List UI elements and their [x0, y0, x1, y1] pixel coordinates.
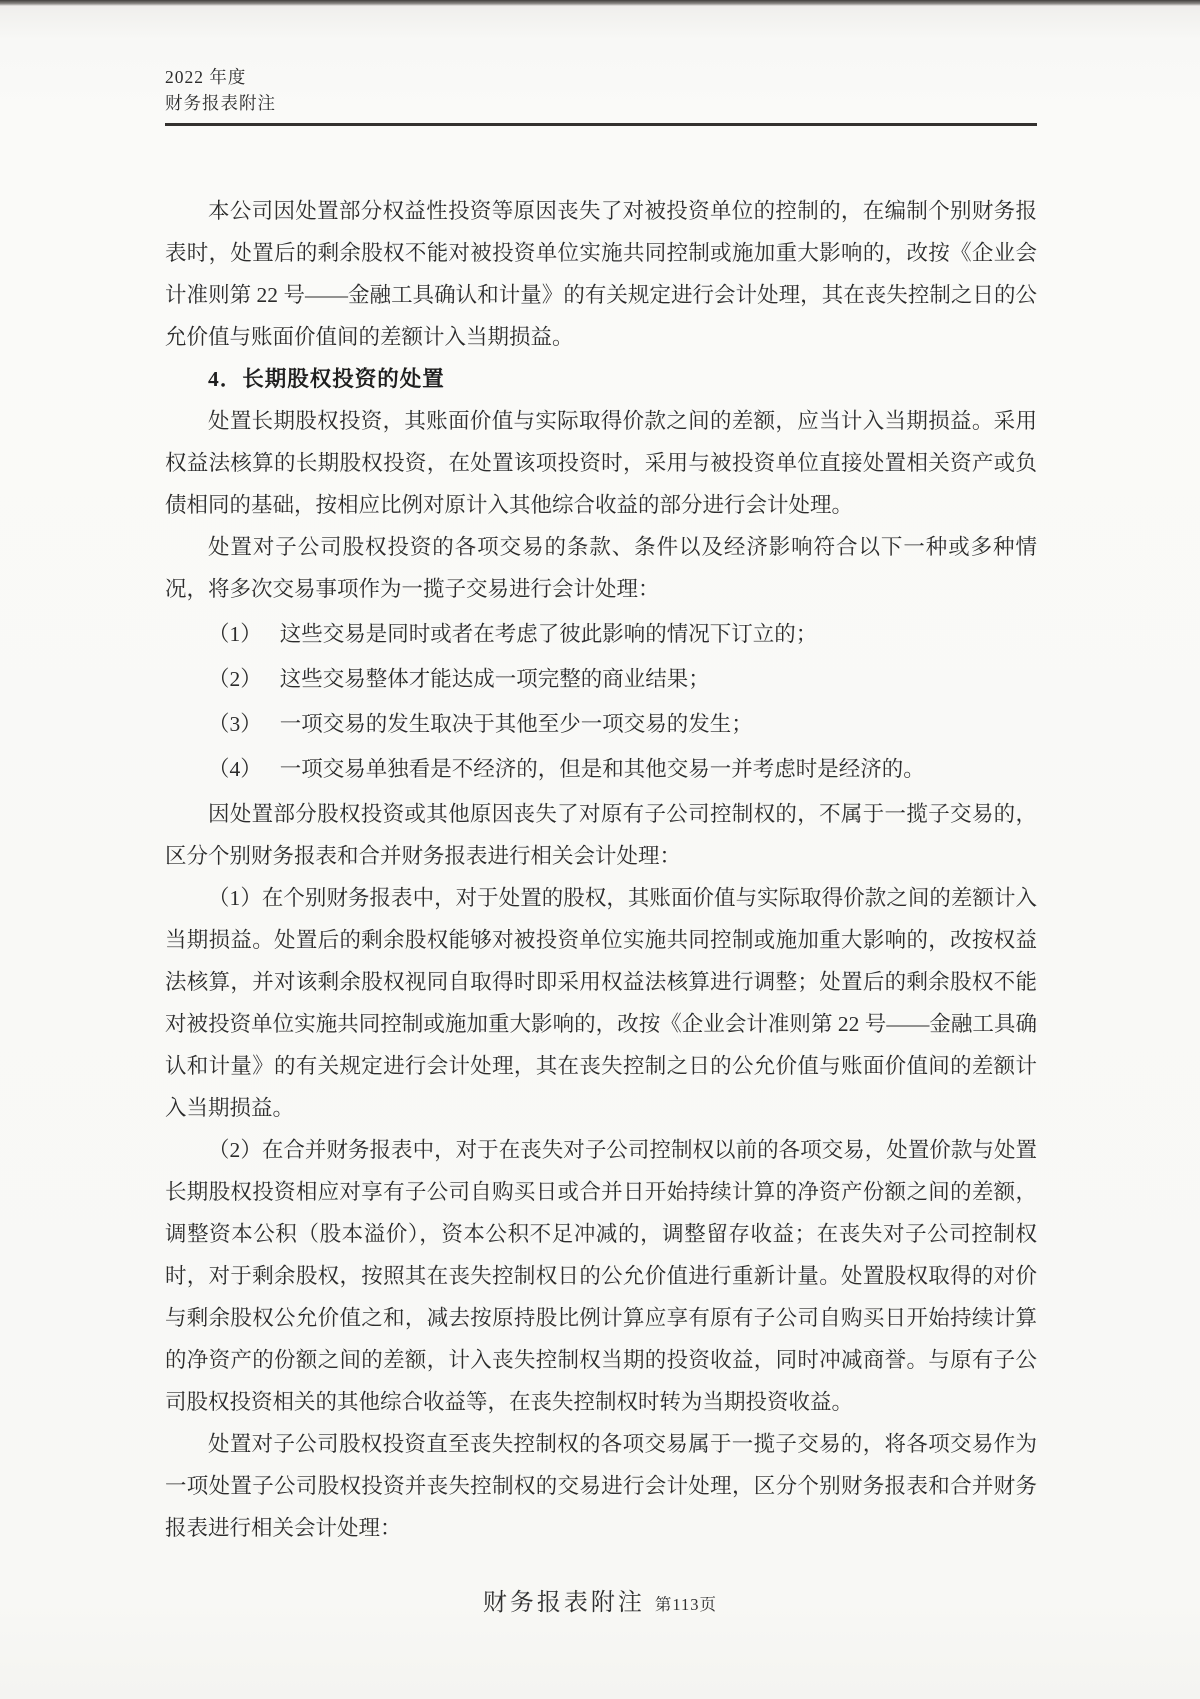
paragraph-bundle-until-loss-of-control: 处置对子公司股权投资直至丧失控制权的各项交易属于一揽子交易的，将各项交易作为一项处置子公司股权投资并丧失控制权的交易进行会计处理，区分个别财务报表和合并财务报表进行相关会计处理：	[165, 1432, 1037, 1540]
paragraph-not-bundle-intro: 因处置部分股权投资或其他原因丧失了对原有子公司控制权的，不属于一揽子交易的，区分个别财务报表和合并财务报表进行相关会计处理：	[165, 802, 1037, 868]
footer-page-number: 第113页	[654, 1595, 718, 1614]
bundle-condition-list	[165, 613, 1037, 790]
list-item-2	[165, 658, 1037, 700]
list-item-number: （4）	[208, 757, 262, 781]
header-divider	[165, 123, 1037, 126]
document-footer	[0, 1582, 1200, 1699]
list-item-3	[165, 703, 1037, 745]
list-item-number: （2）	[208, 667, 262, 691]
paragraph-consolidated-statements-treatment: （2）在合并财务报表中，对于在丧失对子公司控制权以前的各项交易，处置价款与处置长期股权投资相应对享有子公司自购买日或合并日开始持续计算的净资产份额之间的差额，调整资本公积（股本溢价），资本公积不足冲减的，调整留存收益；在丧失对子公司控制权时，对于剩余股权，按照其在丧失控制权日的公允价值进行重新计量。处置股权取得的对价与剩余股权公允价值之和，减去按原持股比例计算应享有原有子公司自购买日开始持续计算的净资产的份额之间的差额，计入丧失控制权当期的投资收益，同时冲减商誉。与原有子公司股权投资相关的其他综合收益等，在丧失控制权时转为当期投资收益。	[165, 1138, 1037, 1414]
list-item-number: （3）	[208, 712, 262, 736]
list-item-text: 这些交易是同时或者在考虑了彼此影响的情况下订立的；	[279, 622, 818, 646]
document-header	[165, 64, 1037, 126]
header-year: 2022 年度	[165, 67, 247, 87]
paragraph-disposal-general: 处置长期股权投资，其账面价值与实际取得价款之间的差额，应当计入当期损益。采用权益法核算的长期股权投资，在处置该项投资时，采用与被投资单位直接处置相关资产或负债相同的基础，按相应比例对原计入其他综合收益的部分进行会计处理。	[165, 409, 1037, 517]
paragraph-individual-statements-treatment: （1）在个别财务报表中，对于处置的股权，其账面价值与实际取得价款之间的差额计入当期损益。处置后的剩余股权能够对被投资单位实施共同控制或施加重大影响的，改按权益法核算，并对该剩余股权视同自取得时即采用权益法核算进行调整；处置后的剩余股权不能对被投资单位实施共同控制或施加重大影响的，改按《企业会计准则第 22 号——金融工具确认和计量》的有关规定进行会计处理，其在丧失控制之日的公允价值与账面价值间的差额计入当期损益。	[165, 886, 1037, 1120]
footer-title: 财务报表附注	[482, 1590, 645, 1616]
list-item-4	[165, 748, 1037, 790]
list-item-1	[165, 613, 1037, 655]
header-report-title: 财务报表附注	[165, 93, 276, 113]
section-heading-disposal-of-lt-equity-investment: 4．长期股权投资的处置	[208, 367, 445, 391]
document-body	[165, 190, 1037, 1549]
paragraph-loss-of-control-individual: 本公司因处置部分权益性投资等原因丧失了对被投资单位的控制的，在编制个别财务报表时，处置后的剩余股权不能对被投资单位实施共同控制或施加重大影响的，改按《企业会计准则第 22 号——金融工具确认和计量》的有关规定进行会计处理，其在丧失控制之日的公允价值与账面价值间的差额计入当期损益。	[165, 199, 1037, 349]
scan-edge-top	[0, 0, 1200, 6]
list-item-text: 这些交易整体才能达成一项完整的商业结果；	[279, 667, 710, 691]
list-item-text: 一项交易的发生取决于其他至少一项交易的发生；	[279, 712, 753, 736]
list-item-text: 一项交易单独看是不经济的，但是和其他交易一并考虑时是经济的。	[279, 757, 925, 781]
paragraph-bundle-transaction-intro: 处置对子公司股权投资的各项交易的条款、条件以及经济影响符合以下一种或多种情况，将多次交易事项作为一揽子交易进行会计处理：	[165, 535, 1037, 601]
list-item-number: （1）	[208, 622, 262, 646]
